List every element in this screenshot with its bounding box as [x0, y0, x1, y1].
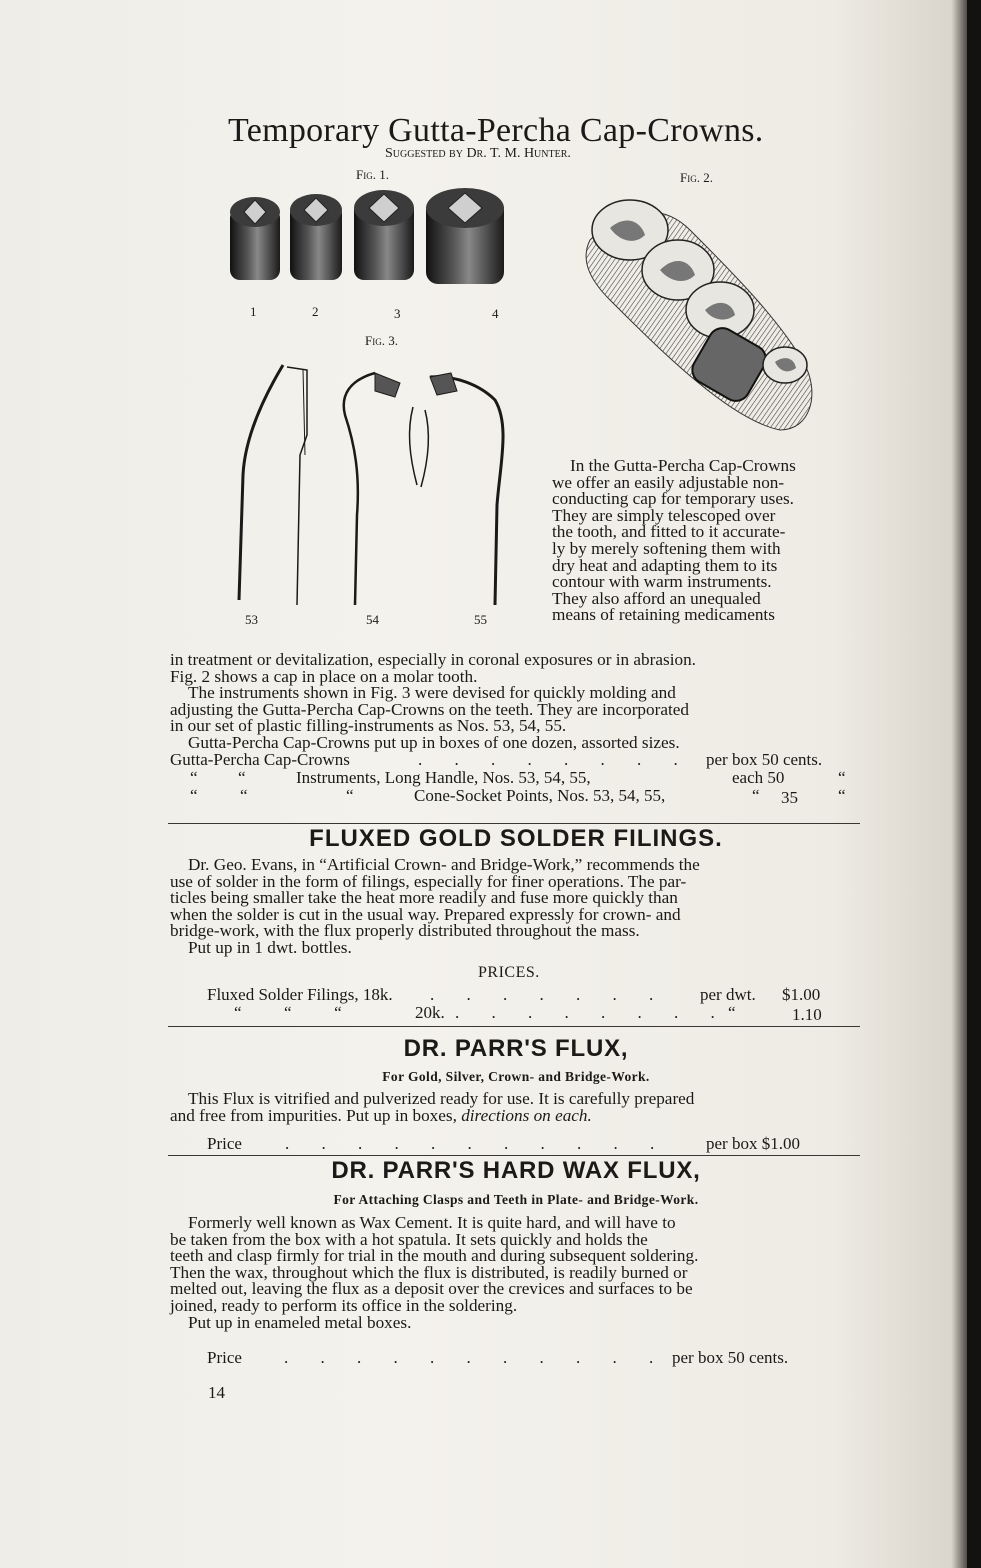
price-item-18k: Fluxed Solder Filings, 18k. — [207, 985, 393, 1004]
cap-number-3: 3 — [394, 306, 401, 321]
text-line: They also afford an unequaled — [552, 588, 761, 608]
price-18k: $1.00 — [782, 985, 821, 1004]
ditto-mark: “ — [238, 768, 246, 787]
parr-wax-price-label: Price — [207, 1348, 242, 1367]
text-line: Formerly well known as Wax Cement. It is quite hard, and will have to — [188, 1213, 676, 1232]
text-line: Put up in 1 dwt. bottles. — [188, 937, 352, 957]
ditto-mark: “ — [240, 786, 248, 805]
ditto-mark: “ — [838, 768, 846, 787]
text-line: dry heat and adapting them to its — [552, 555, 778, 575]
price-instruments: each 50 — [732, 768, 785, 787]
ditto-mark: “ — [346, 786, 354, 805]
ditto-mark: “ — [728, 1003, 736, 1022]
text-line: ly by merely softening them with — [552, 538, 781, 558]
unit-18k: per dwt. — [700, 985, 756, 1004]
page-edge-shadow — [967, 0, 981, 1568]
instrument-54 — [344, 373, 429, 605]
text-line: we offer an easily adjustable non- — [552, 472, 785, 492]
section-divider — [168, 1155, 860, 1156]
text-line: bridge-work, with the flux properly distributed throughout the mass. — [170, 921, 640, 941]
page-number: 14 — [208, 1383, 225, 1402]
text-line: They are simply telescoped over — [552, 505, 776, 525]
leader-dots: . . . . . . . . . . . — [285, 1134, 669, 1153]
text-line: Then the wax, throughout which the flux is distributed, is readily burned or — [170, 1262, 688, 1282]
text-line: the tooth, and fitted to it accurate- — [552, 522, 786, 542]
cap-number-2: 2 — [312, 304, 319, 319]
parr-flux-price: per box $1.00 — [706, 1134, 800, 1153]
text-line: conducting cap for temporary uses. — [552, 489, 794, 509]
instrument-55 — [430, 373, 503, 605]
price-item-20k: 20k. — [415, 1003, 445, 1022]
ditto-mark: “ — [190, 786, 198, 805]
leader-dots: . . . . . . . — [430, 985, 668, 1004]
text-line: Fig. 2 shows a cap in place on a molar tooth. — [170, 666, 478, 686]
text-line: This Flux is vitrified and pulverized ready for use. It is carefully prepared — [188, 1089, 695, 1108]
cap-crowns-body — [170, 652, 862, 752]
text-line: adjusting the Gutta-Percha Cap-Crowns on the teeth. They are incorporated — [170, 699, 689, 719]
text-line: joined, ready to perform its office in the soldering. — [170, 1295, 518, 1315]
cap-crown-4 — [426, 188, 504, 284]
price-cap-crowns: per box 50 cents. — [706, 750, 823, 769]
section-divider — [168, 823, 860, 824]
parr-flux-heading: DR. PARR'S FLUX, — [403, 1035, 629, 1062]
section-divider — [168, 1026, 860, 1027]
text-line: means of retaining medicaments — [552, 605, 775, 625]
fig1-cap-crowns-illustration — [228, 190, 528, 290]
text-line: in our set of plastic filling-instruments as Nos. 53, 54, 55. — [170, 716, 567, 736]
text-line: ticles being smaller take the heat more readily and fuse more quickly than — [170, 888, 678, 908]
text-line: Put up in enameled metal boxes. — [188, 1312, 412, 1332]
text-line: In the Gutta-Percha Cap-Crowns — [570, 456, 796, 475]
parr-wax-heading: DR. PARR'S HARD WAX FLUX, — [331, 1157, 701, 1184]
cap-crown-1 — [230, 197, 280, 280]
instrument-number-53: 53 — [245, 612, 258, 627]
price-item: Gutta-Percha Cap-Crowns — [170, 750, 350, 769]
text-span: and free from impurities. Put up in boxes, — [170, 1105, 462, 1125]
ditto-marks: “ “ “ — [234, 1003, 342, 1022]
fig2-label: Fig. 2. — [680, 170, 713, 185]
cap-crowns-intro — [552, 458, 862, 624]
parr-flux-subheading: For Gold, Silver, Crown- and Bridge-Work. — [382, 1069, 650, 1084]
parr-flux-body — [170, 1091, 862, 1124]
text-line: in treatment or devitalization, especially in coronal exposures or in abrasion. — [170, 650, 696, 669]
text-line: Dr. Geo. Evans, in “Artificial Crown- and Bridge-Work,” recommends the — [188, 855, 700, 874]
parr-flux-price-label: Price — [207, 1134, 242, 1153]
leader-dots: . . . . . . . . . . . — [284, 1348, 668, 1367]
text-line: Gutta-Percha Cap-Crowns put up in boxes of one dozen, assorted sizes. — [188, 732, 680, 752]
fig3-label: Fig. 3. — [365, 333, 398, 348]
text-line: be taken from the box with a hot spatula. It sets quickly and holds the — [170, 1229, 648, 1249]
ditto-mark: “ — [752, 786, 760, 805]
cap-number-4: 4 — [492, 306, 499, 321]
cap-crown-2 — [290, 194, 342, 280]
page-title: Temporary Gutta-Percha Cap-Crowns. — [228, 112, 764, 149]
ditto-mark: “ — [190, 768, 198, 787]
fig1-label: Fig. 1. — [356, 167, 389, 182]
price-row-cap-crowns — [170, 750, 692, 770]
instrument-53 — [239, 365, 307, 605]
leader-dots: . . . . . . . . — [455, 1003, 729, 1022]
parr-wax-body — [170, 1215, 862, 1331]
text-line: The instruments shown in Fig. 3 were devised for quickly molding and — [188, 683, 676, 703]
ditto-mark: “ — [838, 786, 846, 805]
prices-label: PRICES. — [478, 964, 540, 981]
text-line: use of solder in the form of filings, especially for finer operations. The par- — [170, 871, 687, 891]
text-line: contour with warm instruments. — [552, 572, 772, 592]
text-line: when the solder is cut in the usual way. Prepared expressly for crown- and — [170, 904, 681, 924]
fluxed-body — [170, 857, 862, 957]
fig3-instruments-illustration — [225, 355, 525, 615]
suggested-by: Suggested by Dr. T. M. Hunter. — [385, 146, 571, 161]
fluxed-heading: FLUXED GOLD SOLDER FILINGS. — [309, 825, 723, 852]
fig2-molar-tooth-illustration — [580, 190, 830, 450]
price-item-instruments: Instruments, Long Handle, Nos. 53, 54, 55, — [296, 768, 591, 787]
text-line: teeth and clasp firmly for trial in the mouth and during subsequent soldering. — [170, 1246, 699, 1266]
cap-number-1: 1 — [250, 304, 257, 319]
instrument-number-54: 54 — [366, 612, 379, 627]
price-item-cone-socket: Cone-Socket Points, Nos. 53, 54, 55, — [414, 786, 666, 805]
text-line: melted out, leaving the flux as a deposit over the crevices and surfaces to be — [170, 1279, 693, 1299]
instrument-number-55: 55 — [474, 612, 487, 627]
text-span-italic: directions on each. — [461, 1105, 592, 1125]
parr-wax-subheading: For Attaching Clasps and Teeth in Plate- and Bridge-Work. — [333, 1192, 699, 1207]
price-cone-socket: 35 — [781, 788, 798, 807]
leader-dots: . . . . . . . . — [418, 750, 692, 769]
parr-wax-price: per box 50 cents. — [672, 1348, 789, 1367]
price-20k: 1.10 — [792, 1005, 822, 1024]
text-line — [170, 1105, 862, 1125]
cap-crown-3 — [354, 190, 414, 280]
